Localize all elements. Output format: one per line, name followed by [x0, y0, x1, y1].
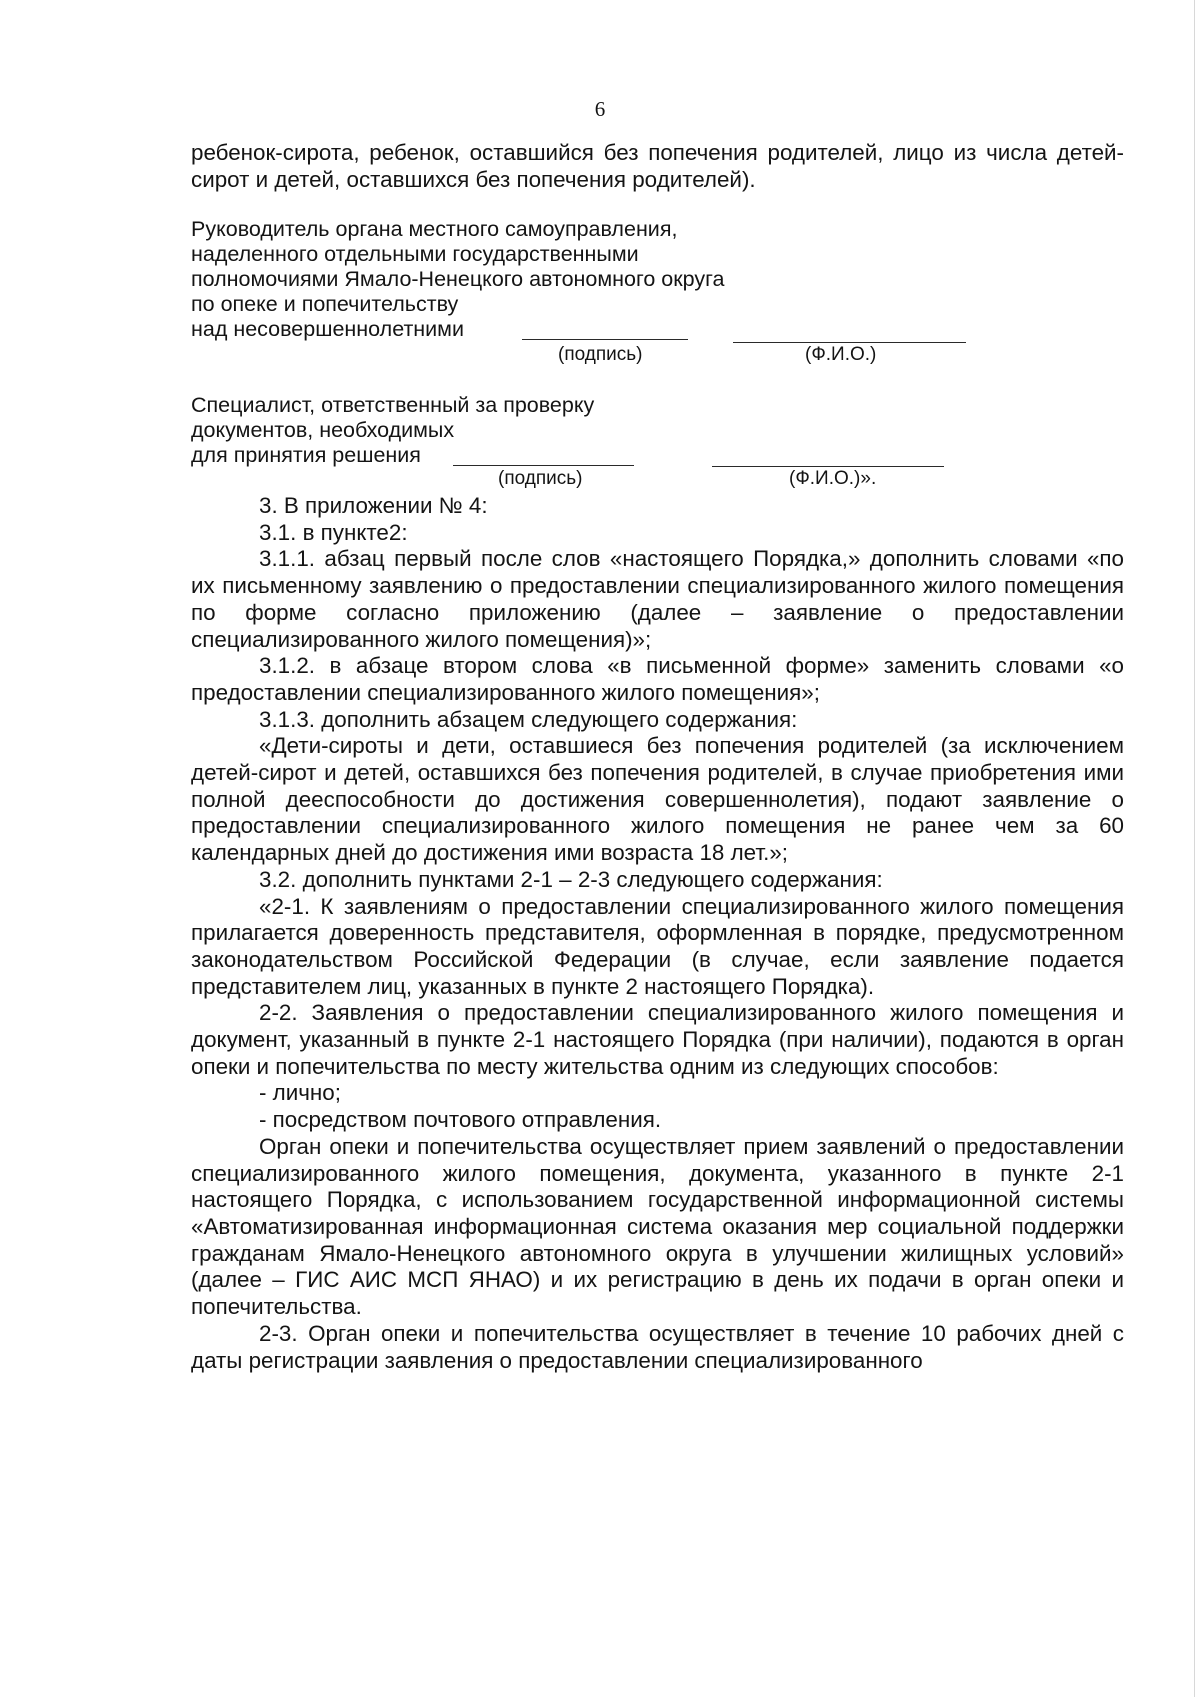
paragraph: «Дети-сироты и дети, оставшиеся без попечения родителей (за исключением детей-сирот и детей, оставшихся без попечения родителей, в случае приобретения ими полной дееспособности до достижения совершеннолетия), подают заявление о предоставлении специализированного жилого помещения не ранее чем за 60 календарных дней до достижения ими возраста 18 лет.»;: [191, 733, 1124, 866]
paragraph: «2-1. К заявлениям о предоставлении специализированного жилого помещения прилагается доверенность представителя, оформленная в порядке, предусмотренном законодательством Российской Федерации (в случае, если заявление подается представителем лиц, указанных в пункте 2 настоящего Порядка).: [191, 893, 1124, 999]
signature-underline: [522, 339, 688, 340]
paragraph: - посредством почтового отправления.: [259, 1107, 662, 1133]
paragraph: 3.2. дополнить пунктами 2-1 – 2-3 следующего содержания:: [259, 866, 883, 892]
intro-paragraph: ребенок-сирота, ребенок, оставшийся без попечения родителей, лицо из числа детей-сирот и детей, оставшихся без попечения родителей).: [191, 140, 1124, 192]
paragraph: 2-2. Заявления о предоставлении специализированного жилого помещения и документ, указанный в пункте 2-1 настоящего Порядка (при наличии), подаются в орган опеки и попечительства по месту жительства одним из следующих способов:: [191, 1000, 1124, 1079]
paragraph: 3.1.1. абзац первый после слов «настоящего Порядка,» дополнить словами «по их письменному заявлению о предоставлении специализированного жилого помещения по форме согласно приложению (далее – заявление о предоставлении специализированного жилого помещения)»;: [191, 546, 1124, 652]
signature-caption: (подпись): [498, 468, 583, 489]
signature-underline: [453, 465, 634, 466]
head-title-line: над несовершеннолетними: [191, 317, 464, 341]
head-title-line: Руководитель органа местного самоуправления,: [191, 217, 678, 241]
scan-edge-mark: [1194, 0, 1195, 1697]
name-caption: (Ф.И.О.): [805, 344, 877, 365]
specialist-title-line: документов, необходимых: [191, 418, 455, 442]
paragraph: - лично;: [259, 1080, 341, 1106]
name-underline: [712, 466, 944, 467]
paragraph: 2-3. Орган опеки и попечительства осуществляет в течение 10 рабочих дней с даты регистрации заявления о предоставлении специализированного: [191, 1320, 1124, 1373]
paragraph: 3. В приложении № 4:: [259, 493, 488, 518]
specialist-title-line: для принятия решения: [191, 443, 421, 467]
page-number: 6: [594, 97, 606, 121]
paragraph: 3.1. в пункте2:: [259, 519, 408, 545]
name-underline: [733, 342, 966, 343]
head-title-line: наделенного отдельными государственными: [191, 242, 639, 266]
paragraph: 3.1.2. в абзаце втором слова «в письменной форме» заменить словами «о предоставлении специализированного жилого помещения»;: [191, 653, 1124, 705]
paragraph: Орган опеки и попечительства осуществляет прием заявлений о предоставлении специализированного жилого помещения, документа, указанного в пункте 2-1 настоящего Порядка, с использованием государственной информационной системы «Автоматизированная информационная система оказания мер социальной поддержки гражданам Ямало-Ненецкого автономного округа в улучшении жилищных условий» (далее – ГИС АИС МСП ЯНАО) и их регистрацию в день их подачи в орган опеки и попечительства.: [191, 1133, 1124, 1320]
paragraph: 3.1.3. дополнить абзацем следующего содержания:: [259, 706, 798, 732]
name-caption: (Ф.И.О.)».: [789, 468, 877, 489]
head-title-line: полномочиями Ямало-Ненецкого автономного округа: [191, 267, 725, 291]
main-text: [191, 493, 1124, 1374]
specialist-title-line: Специалист, ответственный за проверку: [191, 393, 595, 417]
head-title-line: по опеке и попечительству: [191, 292, 459, 316]
signature-caption: (подпись): [558, 344, 643, 365]
intro-text: [191, 140, 1124, 193]
